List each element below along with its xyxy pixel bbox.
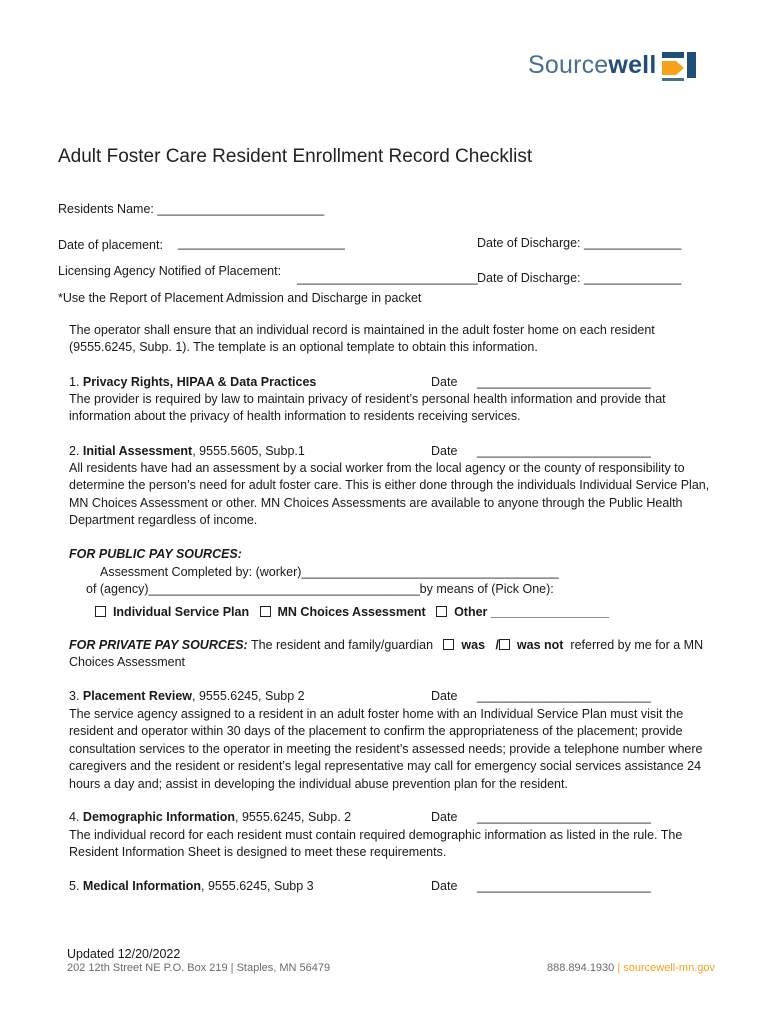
footer-address: 202 12th Street NE P.O. Box 219 | Staples, MN 56479 (67, 962, 331, 974)
licensing-agency-blank: __________________________ (297, 271, 478, 285)
section-2-date-label: Date (431, 444, 458, 458)
section-5-date-label: Date (431, 879, 458, 893)
was-slash: / (495, 638, 499, 652)
section-4-heading: 4. Demographic Information, 9555.6245, Subp. 2 (69, 810, 352, 824)
section-2-date-blank: _________________________ (477, 444, 651, 458)
section-3-heading: 3. Placement Review, 9555.6245, Subp 2 (69, 689, 305, 703)
assessment-worker-line: Assessment Completed by: (worker)_____________________________________ (100, 565, 559, 579)
date-discharge-field-1: Date of Discharge: ______________ (477, 236, 682, 250)
individual-service-plan-label: Individual Service Plan (112, 605, 250, 619)
assessment-agency-line: of (agency)_______________________________________by means of (Pick One): (86, 582, 554, 596)
section-2-heading: 2. Initial Assessment, 9555.5605, Subp.1 (69, 444, 305, 458)
private-pay-tail: referred by me for a MN (570, 638, 704, 652)
updated-date: Updated 12/20/2022 (67, 947, 181, 961)
public-pay-heading: FOR PUBLIC PAY SOURCES: (69, 547, 242, 561)
sourcewell-logo-mark-icon (660, 48, 698, 82)
was-not-label: was not (516, 638, 564, 652)
page-title: Adult Foster Care Resident Enrollment Record Checklist (58, 146, 533, 167)
date-placement-label: Date of placement: (58, 238, 163, 252)
other-checkbox[interactable] (436, 606, 447, 617)
section-4-body: The individual record for each resident must contain required demographic information as listed in the rule. The Resident Information Sheet is designed to meet these requirements. (69, 828, 683, 860)
section-5-date-blank: _________________________ (477, 879, 651, 893)
was-label: was (461, 638, 486, 652)
section-1-heading: 1. Privacy Rights, HIPAA & Data Practices (69, 375, 317, 389)
section-4-date-blank: _________________________ (477, 810, 651, 824)
residents-name-field: Residents Name: ________________________ (58, 202, 325, 216)
mn-choices-assessment-checkbox[interactable] (260, 606, 271, 617)
section-1-date-blank: _________________________ (477, 375, 651, 389)
section-3-date-blank: _________________________ (477, 689, 651, 703)
private-pay-line-2: Choices Assessment (69, 655, 186, 669)
section-2-body: All residents have had an assessment by a social worker from the local agency or the county of responsibility to determine the person’s need for adult foster care. This is either done through the individuals Individual Service Plan, MN Choices Assessment or other. MN Choices Assessments are available to anyone through the Public Health Department regardless of income. (69, 461, 710, 528)
date-placement-blank: ________________________ (178, 236, 345, 250)
private-pay-heading: FOR PRIVATE PAY SOURCES: (69, 638, 248, 652)
licensing-agency-label: Licensing Agency Notified of Placement: (58, 264, 282, 278)
footer-contact (547, 962, 715, 974)
intro-paragraph: The operator shall ensure that an individual record is maintained in the adult foster home on each resident (9555.6245, Subp. 1). The template is an optional template to obtain this information. (69, 323, 655, 355)
footer-phone: 888.894.1930 (547, 962, 615, 974)
logo-wordmark: Sourcewell (528, 50, 657, 79)
section-3-date-label: Date (431, 689, 458, 703)
private-pay-line (69, 638, 703, 652)
pick-one-options (95, 605, 609, 619)
footer-website-link[interactable]: sourcewell-mn.gov (623, 962, 715, 974)
mn-choices-assessment-label: MN Choices Assessment (277, 605, 426, 619)
date-discharge-field-2: Date of Discharge: ______________ (477, 271, 682, 285)
footer-separator: | (617, 962, 621, 974)
private-pay-text: The resident and family/guardian (250, 638, 434, 652)
sourcewell-logo (528, 48, 698, 82)
section-4-date-label: Date (431, 810, 458, 824)
was-checkbox[interactable] (443, 639, 454, 650)
section-1-date-label: Date (431, 375, 458, 389)
individual-service-plan-checkbox[interactable] (95, 606, 106, 617)
was-not-checkbox[interactable] (499, 639, 510, 650)
section-5-heading: 5. Medical Information, 9555.6245, Subp 3 (69, 879, 314, 893)
placement-note: *Use the Report of Placement Admission and Discharge in packet (58, 291, 422, 305)
section-1-body: The provider is required by law to maintain privacy of resident’s personal health information and provide that information about the privacy of health information to residents receiving services. (69, 392, 666, 424)
other-blank: _________________ (490, 605, 610, 619)
section-3-body: The service agency assigned to a resident in an adult foster home with an Individual Service Plan must visit the resident and operator within 30 days of the placement to confirm the appropriateness of the placement; provide consultation services to the operator in meeting the resident’s assessed needs; provide a telephone number where caregivers and the resident or resident’s legal representative may call for emergency social services assistance 24 hours a day and; assist in developing the individual abuse prevention plan for the resident. (69, 707, 703, 791)
other-label: Other (454, 605, 488, 619)
